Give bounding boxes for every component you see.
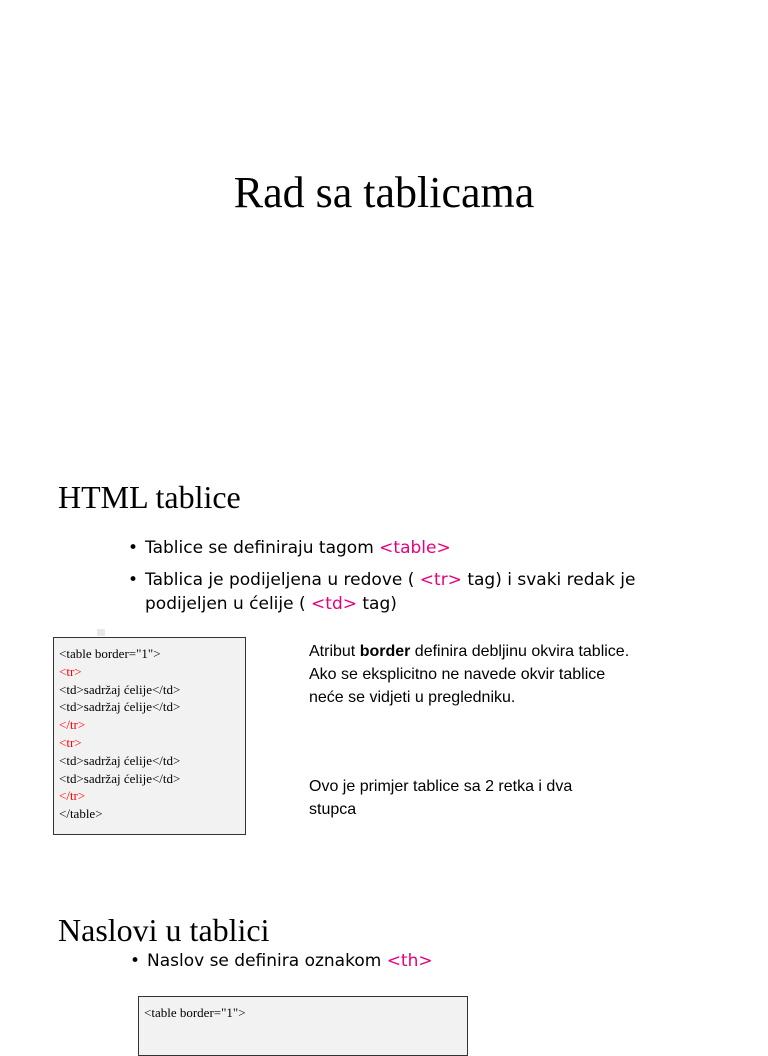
note-text: Atribut: [309, 643, 360, 660]
bullet-text: Naslov se definira oznakom: [147, 951, 387, 971]
bullet-dot: •: [130, 951, 141, 971]
code-line: </table>: [59, 806, 103, 822]
note-text: definira debljinu okvira tablice. Ako se eksplicitno ne navede okvir tablice neće se vidjeti u pregledniku.: [309, 643, 630, 706]
code-line: <td>sadržaj ćelije</td>: [59, 752, 181, 768]
slide-title: Rad sa tablicama: [233, 168, 535, 217]
tag-highlight: <tr>: [419, 570, 462, 590]
code-line: </tr>: [59, 717, 86, 733]
border-attribute-note: [309, 640, 639, 709]
code-line: <table border="1">: [144, 1005, 246, 1020]
code-line: <tr>: [59, 663, 82, 679]
code-line: <tr>: [59, 734, 82, 750]
bullet-item: [128, 568, 648, 616]
tag-highlight: <table>: [379, 538, 451, 558]
code-line: <td>sadržaj ćelije</td>: [59, 699, 181, 715]
code-example: [53, 637, 246, 835]
bullet-item: [130, 949, 650, 973]
decorative-mark: [97, 629, 105, 636]
section-title-html-tables: HTML tablice: [58, 479, 241, 515]
tag-highlight: <th>: [386, 951, 433, 971]
bullet-text: tag) i svaki redak je podijeljen u ćelije (: [145, 570, 636, 614]
bullet-text: Tablice se definiraju tagom: [145, 538, 380, 558]
bullet-dot: •: [128, 570, 139, 590]
code-line: <td>sadržaj ćelije</td>: [59, 681, 181, 697]
bullet-text: tag): [356, 594, 397, 614]
code-line: <table border="1">: [59, 646, 161, 661]
code-line: <td>sadržaj ćelije</td>: [59, 770, 181, 786]
bullet-item: [128, 536, 648, 560]
tag-highlight: <td>: [311, 594, 357, 614]
note-bold-term: border: [359, 643, 411, 660]
bullet-text: Tablica je podijeljena u redove (: [145, 570, 420, 590]
section-title-table-headers: Naslovi u tablici: [58, 912, 270, 948]
example-note: Ovo je primjer tablice sa 2 retka i dva stupca: [309, 778, 573, 818]
code-line: </tr>: [59, 788, 86, 804]
code-example: [138, 996, 468, 1056]
bullet-dot: •: [128, 538, 139, 558]
